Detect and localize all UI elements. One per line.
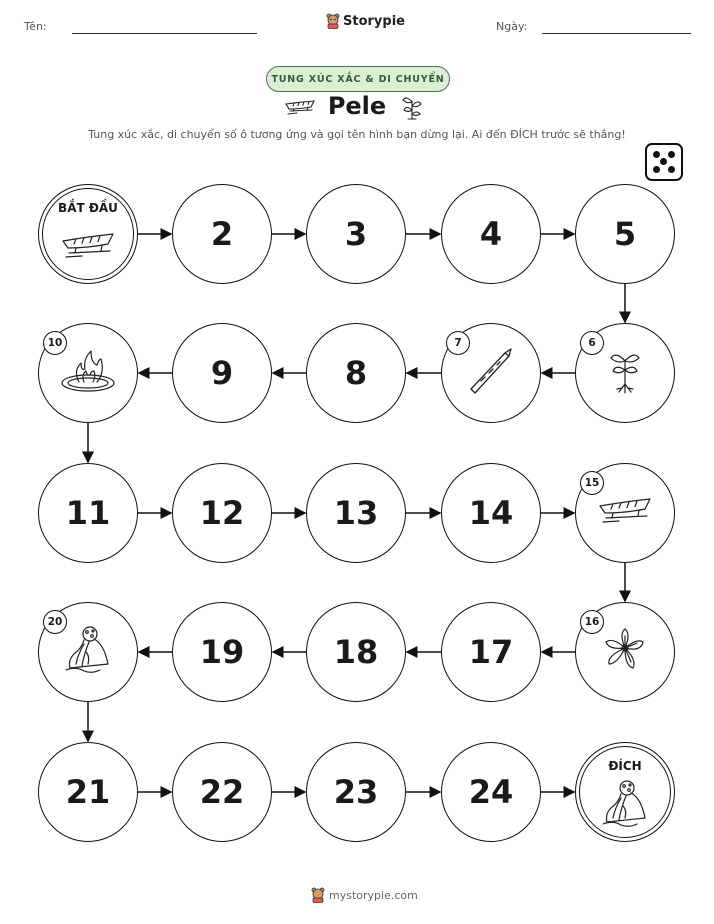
board-space-11 [38,463,138,563]
start-label: BẮT ĐẦU [58,201,118,215]
board-space-4 [441,184,541,284]
board-space-22 [172,742,272,842]
name-field[interactable] [72,33,257,34]
space-number: 22 [199,773,245,811]
bear-logo-icon [326,13,340,29]
space-number: 4 [479,215,503,253]
space-number: 21 [65,773,111,811]
space-number: 13 [333,494,379,532]
board-space-19 [172,602,272,702]
footer-url[interactable]: mystorypie.com [329,888,418,902]
space-number-badge: 6 [580,331,604,355]
sprout-icon [608,348,642,398]
board-space-20 [38,602,138,702]
space-number: 19 [199,633,245,671]
board-space-6 [575,323,675,423]
space-number-badge: 16 [580,610,604,634]
space-number: 14 [468,494,514,532]
stick-icon [463,343,519,403]
board-space-17 [441,602,541,702]
name-label: Tên: [24,20,47,33]
finish-label: ĐÍCH [608,759,642,773]
canoe-icon [60,229,116,267]
brand-name: Storypie [343,13,405,29]
board-space-9 [172,323,272,423]
volcano-icon [599,778,651,834]
space-number: 8 [344,354,368,392]
space-number-badge: 10 [43,331,67,355]
board-space-15 [575,463,675,563]
board-space-21 [38,742,138,842]
space-number: 24 [468,773,514,811]
instructions-text: Tung xúc xắc, di chuyển số ô tương ứng và gọi tên hình bạn dừng lại. Ai đến ĐÍCH trước sẽ thắng! [88,128,626,141]
space-number-badge: 20 [43,610,67,634]
board-space-3 [306,184,406,284]
board-space-24 [441,742,541,842]
start-space [38,184,138,284]
space-number: 17 [468,633,514,671]
space-number-badge: 7 [446,331,470,355]
board-space-5 [575,184,675,284]
footer [311,887,418,903]
finish-space [575,742,675,842]
space-number: 5 [613,215,637,253]
space-number: 3 [344,215,368,253]
space-number: 12 [199,494,245,532]
board-space-7 [441,323,541,423]
space-number: 18 [333,633,379,671]
page-title: Pele [327,92,387,120]
game-type-badge: TUNG XÚC XẮC & DI CHUYỂN [266,66,450,92]
flower-icon [601,626,649,678]
space-number: 11 [65,494,111,532]
space-number: 2 [210,215,234,253]
board-space-8 [306,323,406,423]
board-space-18 [306,602,406,702]
board-space-23 [306,742,406,842]
board-space-13 [306,463,406,563]
board-space-16 [575,602,675,702]
board-space-2 [172,184,272,284]
bear-logo-icon [311,887,325,903]
board-space-12 [172,463,272,563]
sprout-icon [401,93,423,125]
canoe-icon [597,494,653,532]
space-number: 23 [333,773,379,811]
volcano-icon [62,624,114,680]
fire-icon [57,347,119,399]
board-space-10 [38,323,138,423]
space-number-badge: 15 [580,471,604,495]
space-number: 9 [210,354,234,392]
brand-logo [326,13,405,29]
dice-five-icon [645,143,683,181]
canoe-icon [284,98,316,122]
date-label: Ngày: [496,20,528,33]
date-field[interactable] [542,33,691,34]
board-space-14 [441,463,541,563]
